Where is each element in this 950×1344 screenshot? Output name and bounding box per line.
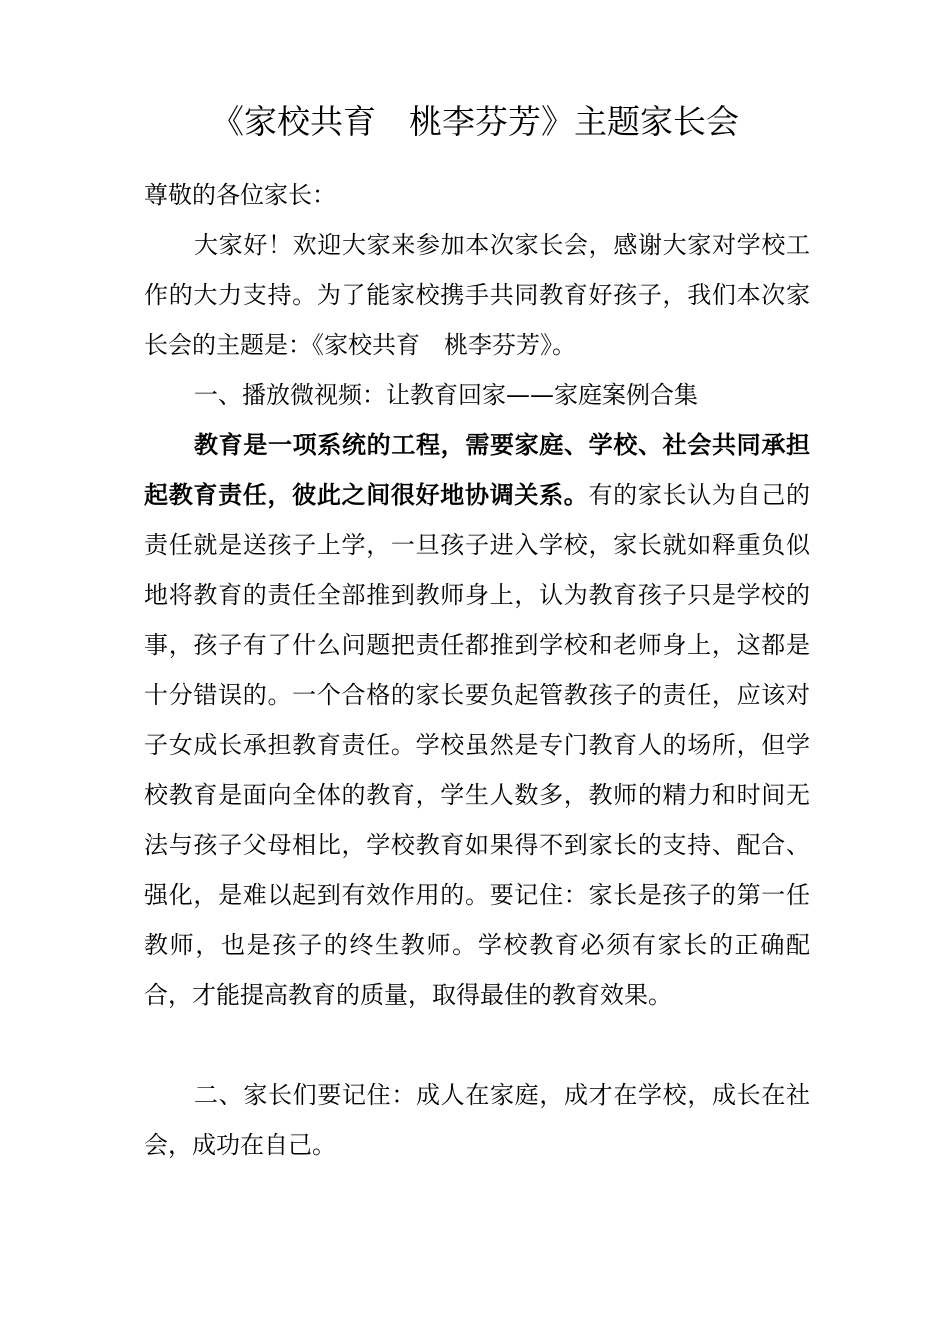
- section-one-paragraph: [144, 420, 810, 1020]
- section-one-body: 有的家长认为自己的责任就是送孩子上学，一旦孩子进入学校，家长就如释重负似地将教育的责任全部推到教师身上，认为教育孩子只是学校的事，孩子有了什么问题把责任都推到学校和老师身上，这都是十分错误的。一个合格的家长要负起管教孩子的责任，应该对子女成长承担教育责任。学校虽然是专门教育人的场所，但学校教育是面向全体的教育，学生人数多，教师的精力和时间无法与孩子父母相比，学校教育如果得不到家长的支持、配合、强化，是难以起到有效作用的。要记住：家长是孩子的第一任教师，也是孩子的终生教师。学校教育必须有家长的正确配合，才能提高教育的质量，取得最佳的教育效果。: [144, 481, 811, 1009]
- document-title: 《家校共育 桃李芬芳》主题家长会: [211, 102, 739, 141]
- intro-paragraph: 大家好！欢迎大家来参加本次家长会，感谢大家对学校工作的大力支持。为了能家校携手共同教育好孩子，我们本次家长会的主题是：《家校共育 桃李芬芳》。: [144, 231, 810, 359]
- section-two-heading: 二、家长们要记住：成人在家庭，成才在学校，成长在社会，成功在自己。: [144, 1081, 810, 1159]
- section-one-heading: 一、播放微视频：让教育回家——家庭案例合集: [194, 381, 698, 409]
- salutation: 尊敬的各位家长：: [144, 181, 336, 209]
- section-one-bold-lead: 教育是一项系统的工程，需要家庭、学校、社会共同承担起教育责任，彼此之间很好地协调关系。: [144, 431, 810, 509]
